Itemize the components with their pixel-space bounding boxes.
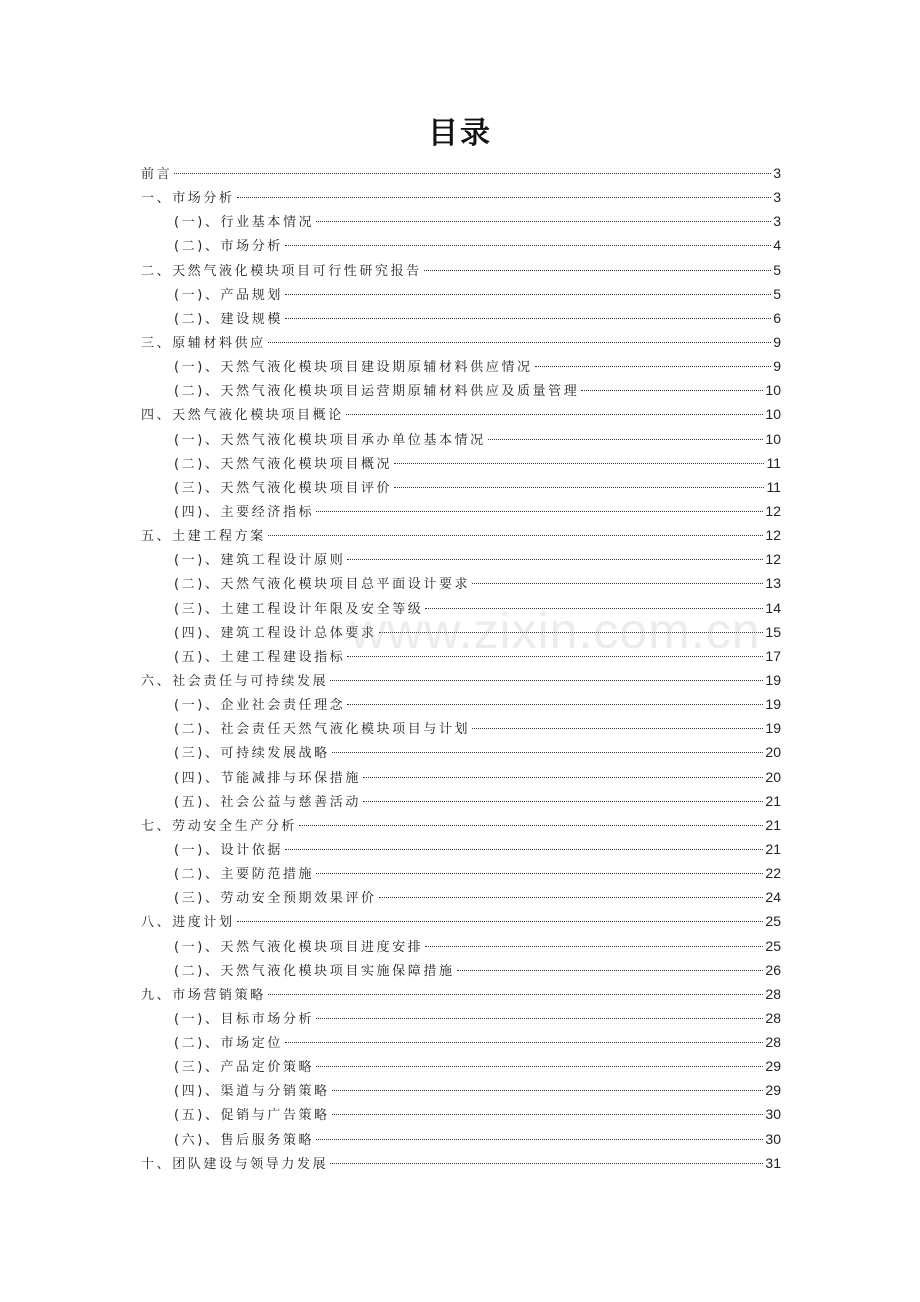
toc-entry-page-number: 28: [765, 1034, 781, 1051]
toc-entry-section[interactable]: [141, 427, 781, 451]
toc-entry-section[interactable]: [141, 547, 781, 571]
toc-dot-leader: [332, 752, 764, 753]
watermark: www.zixin.com.cn: [350, 603, 761, 659]
toc-dot-leader: [316, 1018, 763, 1019]
toc-entry-chapter[interactable]: [141, 402, 781, 426]
toc-entry-label: (三)、劳动安全预期效果评价: [174, 891, 377, 907]
table-of-contents: [141, 161, 781, 1175]
toc-entry-page-number: 21: [765, 792, 781, 809]
toc-entry-label: (六)、售后服务策略: [174, 1132, 315, 1148]
toc-entry-page-number: 20: [765, 768, 781, 785]
toc-dot-leader: [285, 849, 763, 850]
toc-entry-label: (一)、目标市场分析: [174, 1011, 315, 1027]
toc-dot-leader: [488, 439, 764, 440]
toc-dot-leader: [268, 994, 764, 995]
toc-entry-page-number: 19: [765, 671, 781, 688]
toc-entry-section[interactable]: [141, 378, 781, 402]
toc-dot-leader: [472, 583, 763, 584]
toc-dot-leader: [425, 946, 763, 947]
toc-entry-page-number: 19: [765, 720, 781, 737]
toc-entry-page-number: 30: [765, 1106, 781, 1123]
toc-entry-label: 九、市场营销策略: [141, 987, 266, 1003]
toc-entry-page-number: 12: [765, 527, 781, 544]
toc-dot-leader: [316, 221, 771, 222]
toc-dot-leader: [424, 270, 771, 271]
toc-dot-leader: [363, 777, 763, 778]
toc-entry-page-number: 6: [773, 309, 781, 326]
toc-entry-page-number: 15: [765, 623, 781, 640]
toc-entry-label: (二)、社会责任天然气液化模块项目与计划: [174, 722, 471, 738]
toc-entry-page-number: 11: [766, 454, 781, 471]
toc-entry-page-number: 17: [765, 647, 781, 664]
toc-entry-section[interactable]: [141, 1127, 781, 1151]
toc-entry-label: (五)、促销与广告策略: [174, 1108, 330, 1124]
toc-entry-chapter[interactable]: [141, 909, 781, 933]
toc-entry-chapter[interactable]: [141, 161, 781, 185]
toc-entry-page-number: 21: [765, 840, 781, 857]
toc-entry-section[interactable]: [141, 1006, 781, 1030]
toc-entry-label: (五)、社会公益与慈善活动: [174, 794, 361, 810]
toc-entry-label: 一、市场分析: [141, 191, 235, 207]
toc-entry-label: (四)、主要经济指标: [174, 504, 315, 520]
toc-dot-leader: [347, 656, 763, 657]
toc-entry-label: (三)、天然气液化模块项目评价: [174, 480, 393, 496]
toc-entry-page-number: 28: [765, 985, 781, 1002]
toc-entry-label: 三、原辅材料供应: [141, 335, 266, 351]
toc-entry-page-number: 12: [765, 551, 781, 568]
toc-dot-leader: [581, 390, 763, 391]
toc-entry-label: (二)、天然气液化模块项目运营期原辅材料供应及质量管理: [174, 384, 580, 400]
toc-entry-page-number: 31: [765, 1154, 781, 1171]
toc-entry-section[interactable]: [141, 934, 781, 958]
toc-entry-label: 八、进度计划: [141, 915, 235, 931]
toc-entry-label: (一)、天然气液化模块项目进度安排: [174, 939, 424, 955]
toc-entry-page-number: 11: [766, 478, 781, 495]
toc-entry-label: (二)、建设规模: [174, 311, 283, 327]
toc-dot-leader: [330, 1163, 763, 1164]
toc-entry-label: (二)、市场分析: [174, 239, 283, 255]
toc-entry-chapter[interactable]: [141, 523, 781, 547]
toc-entry-page-number: 12: [765, 502, 781, 519]
toc-entry-section[interactable]: [141, 692, 781, 716]
toc-entry-page-number: 13: [765, 575, 781, 592]
toc-entry-section[interactable]: [141, 958, 781, 982]
toc-entry-section[interactable]: [141, 716, 781, 740]
toc-entry-section[interactable]: [141, 789, 781, 813]
toc-entry-page-number: 9: [773, 358, 781, 375]
toc-dot-leader: [237, 197, 772, 198]
toc-dot-leader: [174, 173, 771, 174]
toc-entry-page-number: 5: [773, 261, 781, 278]
toc-entry-section[interactable]: [141, 1054, 781, 1078]
toc-entry-page-number: 19: [765, 696, 781, 713]
toc-entry-chapter[interactable]: [141, 185, 781, 209]
toc-entry-chapter[interactable]: [141, 330, 781, 354]
toc-entry-page-number: 25: [765, 937, 781, 954]
toc-entry-page-number: 30: [765, 1130, 781, 1147]
toc-dot-leader: [379, 897, 764, 898]
toc-entry-label: (四)、节能减排与环保措施: [174, 770, 361, 786]
toc-entry-section[interactable]: [141, 740, 781, 764]
toc-entry-page-number: 9: [773, 333, 781, 350]
toc-entry-label: 五、土建工程方案: [141, 529, 266, 545]
toc-dot-leader: [268, 535, 764, 536]
toc-entry-page-number: 29: [765, 1082, 781, 1099]
toc-dot-leader: [330, 680, 763, 681]
toc-entry-label: (二)、市场定位: [174, 1036, 283, 1052]
toc-dot-leader: [237, 921, 764, 922]
toc-entry-section[interactable]: [141, 837, 781, 861]
toc-entry-label: 四、天然气液化模块项目概论: [141, 408, 344, 424]
toc-entry-label: 二、天然气液化模块项目可行性研究报告: [141, 263, 422, 279]
toc-entry-label: 十、团队建设与领导力发展: [141, 1156, 329, 1172]
toc-dot-leader: [535, 366, 772, 367]
toc-entry-label: (三)、土建工程设计年限及安全等级: [174, 601, 424, 617]
toc-entry-label: (三)、产品定价策略: [174, 1060, 315, 1076]
toc-entry-section[interactable]: [141, 765, 781, 789]
toc-entry-section[interactable]: [141, 499, 781, 523]
toc-entry-page-number: 25: [765, 913, 781, 930]
toc-entry-page-number: 14: [765, 599, 781, 616]
toc-entry-page-number: 22: [765, 865, 781, 882]
toc-entry-chapter[interactable]: [141, 813, 781, 837]
toc-entry-section[interactable]: [141, 571, 781, 595]
toc-entry-section[interactable]: [141, 885, 781, 909]
toc-entry-label: 前言: [141, 167, 173, 182]
toc-entry-label: (四)、渠道与分销策略: [174, 1084, 330, 1100]
toc-entry-section[interactable]: [141, 451, 781, 475]
toc-entry-label: (二)、主要防范措施: [174, 867, 315, 883]
toc-entry-label: (二)、天然气液化模块项目总平面设计要求: [174, 577, 471, 593]
toc-dot-leader: [347, 704, 763, 705]
toc-entry-page-number: 29: [765, 1058, 781, 1075]
toc-entry-page-number: 21: [765, 816, 781, 833]
toc-entry-page-number: 10: [765, 406, 781, 423]
toc-entry-label: (二)、天然气液化模块项目概况: [174, 456, 393, 472]
toc-entry-page-number: 26: [765, 961, 781, 978]
toc-entry-page-number: 3: [773, 165, 781, 181]
toc-entry-section[interactable]: [141, 861, 781, 885]
toc-dot-leader: [363, 801, 763, 802]
toc-entry-page-number: 10: [765, 382, 781, 399]
toc-dot-leader: [316, 1139, 763, 1140]
toc-entry-page-number: 3: [773, 213, 781, 230]
toc-entry-section[interactable]: [141, 233, 781, 257]
toc-entry-label: (五)、土建工程建设指标: [174, 649, 346, 665]
toc-entry-label: (二)、天然气液化模块项目实施保障措施: [174, 963, 455, 979]
toc-entry-section[interactable]: [141, 354, 781, 378]
toc-entry-page-number: 28: [765, 1009, 781, 1026]
toc-dot-leader: [394, 463, 764, 464]
toc-dot-leader: [285, 245, 771, 246]
toc-entry-page-number: 24: [765, 889, 781, 906]
toc-dot-leader: [299, 825, 763, 826]
toc-entry-chapter[interactable]: [141, 258, 781, 282]
toc-entry-section[interactable]: [141, 209, 781, 233]
toc-entry-chapter[interactable]: [141, 668, 781, 692]
toc-entry-chapter[interactable]: [141, 982, 781, 1006]
toc-entry-label: (一)、建筑工程设计原则: [174, 553, 346, 569]
toc-dot-leader: [347, 559, 763, 560]
toc-entry-section[interactable]: [141, 1102, 781, 1126]
toc-entry-label: (一)、天然气液化模块项目承办单位基本情况: [174, 432, 486, 448]
toc-dot-leader: [332, 1090, 764, 1091]
toc-entry-section[interactable]: [141, 282, 781, 306]
toc-entry-label: 七、劳动安全生产分析: [141, 818, 298, 834]
toc-entry-label: (一)、天然气液化模块项目建设期原辅材料供应情况: [174, 360, 533, 376]
toc-entry-label: (三)、可持续发展战略: [174, 746, 330, 762]
toc-dot-leader: [457, 970, 764, 971]
toc-dot-leader: [268, 342, 771, 343]
toc-dot-leader: [285, 294, 771, 295]
toc-entry-section[interactable]: [141, 596, 781, 620]
toc-entry-label: (一)、行业基本情况: [174, 215, 315, 231]
toc-entry-section[interactable]: [141, 1078, 781, 1102]
toc-dot-leader: [425, 608, 763, 609]
toc-entry-label: (一)、产品规划: [174, 287, 283, 303]
toc-entry-page-number: 3: [773, 189, 781, 206]
toc-entry-label: (一)、设计依据: [174, 842, 283, 858]
toc-entry-section[interactable]: [141, 644, 781, 668]
toc-entry-label: (一)、企业社会责任理念: [174, 698, 346, 714]
toc-dot-leader: [379, 632, 764, 633]
toc-entry-page-number: 20: [765, 744, 781, 761]
toc-dot-leader: [316, 1066, 763, 1067]
toc-dot-leader: [316, 873, 763, 874]
toc-entry-section[interactable]: [141, 620, 781, 644]
toc-dot-leader: [332, 1114, 764, 1115]
toc-entry-page-number: 10: [765, 430, 781, 447]
toc-entry-page-number: 4: [773, 237, 781, 254]
toc-entry-page-number: 5: [773, 285, 781, 302]
toc-entry-section[interactable]: [141, 475, 781, 499]
toc-dot-leader: [285, 318, 771, 319]
toc-dot-leader: [285, 1042, 763, 1043]
toc-entry-section[interactable]: [141, 306, 781, 330]
toc-entry-chapter[interactable]: [141, 1151, 781, 1175]
toc-entry-label: (四)、建筑工程设计总体要求: [174, 625, 377, 641]
toc-dot-leader: [346, 414, 764, 415]
page-title: 目录: [428, 116, 492, 151]
toc-dot-leader: [472, 728, 763, 729]
toc-entry-label: 六、社会责任与可持续发展: [141, 673, 329, 689]
toc-entry-section[interactable]: [141, 1030, 781, 1054]
toc-dot-leader: [316, 511, 763, 512]
toc-dot-leader: [394, 487, 764, 488]
